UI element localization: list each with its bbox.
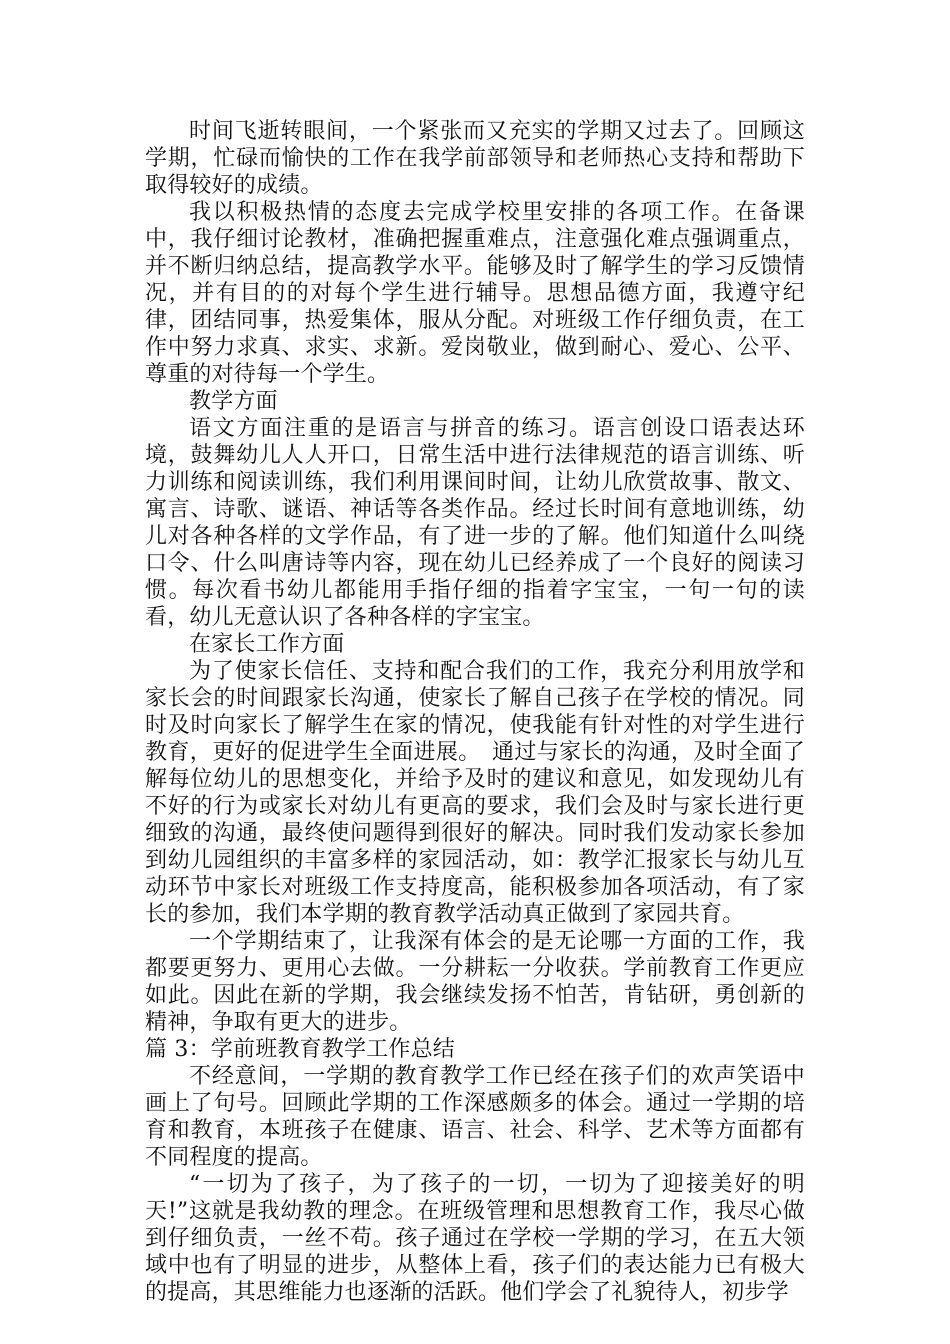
paragraph-conclusion: 一个学期结束了，让我深有体会的是无论哪一方面的工作，我都要更努力、更用心去做。一分耕耘一分收获。学前教育工作更应如此。因此在新的学期，我会继续发扬不怕苦，肯钻研，勇创新的精神，争取有更大的进步。 bbox=[145, 929, 805, 1035]
paragraph-attitude: 我以积极热情的态度去完成学校里安排的各项工作。在备课中，我仔细讨论教材，准确把握重难点，注意强化难点强调重点，并不断归纳总结，提高教学水平。能够及时了解学生的学习反馈情况，并有目的的对每个学生进行辅导。思想品德方面，我遵守纪律，团结同事，热爱集体，服从分配。对班级工作仔细负责，在工作中努力求真、求实、求新。爱岗敬业，做到耐心、爱心、公平、尊重的对待每一个学生。 bbox=[145, 200, 805, 387]
document-page bbox=[145, 118, 805, 1306]
paragraph-intro: 时间飞逝转眼间，一个紧张而又充实的学期又过去了。回顾这学期，忙碌而愉快的工作在我学前部领导和老师热心支持和帮助下取得较好的成绩。 bbox=[145, 119, 805, 198]
section-heading-parents: 在家长工作方面 bbox=[189, 632, 345, 657]
section-heading-teaching: 教学方面 bbox=[189, 389, 278, 414]
chapter-title: 篇 3：学前班教育教学工作总结 bbox=[145, 1037, 455, 1062]
paragraph-chapter3-intro: 不经意间，一学期的教育教学工作已经在孩子们的欢声笑语中画上了句号。回顾此学期的工作深感颇多的体会。通过一学期的培育和教育，本班孩子在健康、语言、社会、科学、艺术等方面都有不同程度的提高。 bbox=[145, 1064, 805, 1170]
paragraph-parents: 为了使家长信任、支持和配合我们的工作，我充分利用放学和家长会的时间跟家长沟通，使家长了解自己孩子在学校的情况。同时及时向家长了解学生在家的情况，使我能有针对性的对学生进行教育，更好的促进学生全面进展。 通过与家长的沟通，及时全面了解每位幼儿的思想变化，并给予及时的建议和意见，如发现幼儿有不好的行为或家长对幼儿有更高的要求，我们会及时与家长进行更细致的沟通，最终使问题得到很好的解决。同时我们发动家长参加到幼儿园组织的丰富多样的家园活动，如：教学汇报家长与幼儿互动环节中家长对班级工作支持度高，能积极参加各项活动，有了家长的参加，我们本学期的教育教学活动真正做到了家园共育。 bbox=[145, 659, 805, 927]
paragraph-teaching: 语文方面注重的是语言与拼音的练习。语言创设口语表达环境，鼓舞幼儿人人开口，日常生活中进行法律规范的语言训练、听力训练和阅读训练，我们利用课间时间，让幼儿欣赏故事、散文、寓言、诗歌、谜语、神话等各类作品。经过长时间有意地训练，幼儿对各种各样的文学作品，有了进一步的了解。他们知道什么叫绕口令、什么叫唐诗等内容，现在幼儿已经养成了一个良好的阅读习惯。每次看书幼儿都能用手指仔细的指着字宝宝，一句一句的读看，幼儿无意认识了各种各样的字宝宝。 bbox=[145, 416, 805, 630]
paragraph-chapter3-philosophy: “一切为了孩子，为了孩子的一切，一切为了迎接美好的明天!”这就是我幼教的理念。在班级管理和思想教育工作，我尽心做到仔细负责，一丝不苟。孩子通过在学校一学期的学习，在五大领域中也有了明显的进步，从整体上看，孩子们的表达能力已有极大的提高，其思维能力也逐渐的活跃。他们学会了礼貌待人，初步学 bbox=[145, 1172, 805, 1305]
